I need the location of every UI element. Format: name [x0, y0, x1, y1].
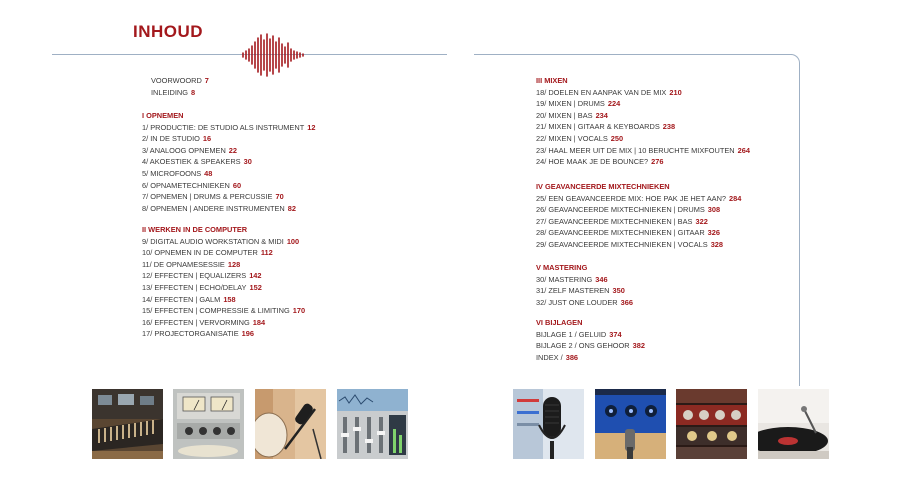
toc-item[interactable]: BIJLAGE 2 / ONS GEHOOR 382 — [536, 341, 645, 351]
toc-item[interactable]: 23/ HAAL MEER UIT DE MIX | 10 BERUCHTE MIXFOUTEN 264 — [536, 145, 750, 155]
toc-item[interactable]: VOORWOORD 7 — [151, 76, 209, 85]
toc-section-bijlagen — [536, 317, 645, 363]
section-heading: III MIXEN — [536, 76, 568, 85]
photo-microphone-drum — [255, 389, 326, 459]
toc-item[interactable]: 21/ MIXEN | GITAAR & KEYBOARDS 238 — [536, 122, 676, 132]
photo-tape-machine — [173, 389, 244, 459]
toc-item[interactable]: 19/ MIXEN | DRUMS 224 — [536, 99, 621, 109]
toc-item[interactable]: 3/ ANALOOG OPNEMEN 22 — [142, 145, 238, 155]
toc-section-opnemen — [142, 110, 315, 214]
section-heading: IV GEAVANCEERDE MIXTECHNIEKEN — [536, 182, 670, 191]
toc-section-mastering — [536, 262, 633, 308]
toc-item[interactable]: 4/ AKOESTIEK & SPEAKERS 30 — [142, 157, 252, 167]
toc-item[interactable]: 15/ EFFECTEN | COMPRESSIE & LIMITING 170 — [142, 306, 306, 316]
toc-item[interactable]: INLEIDING 8 — [151, 87, 196, 97]
section-heading: I OPNEMEN — [142, 111, 184, 120]
toc-item[interactable]: 10/ OPNEMEN IN DE COMPUTER 112 — [142, 248, 273, 258]
toc-item[interactable]: BIJLAGE 1 / GELUID 374 — [536, 329, 622, 339]
toc-item[interactable]: 6/ OPNAMETECHNIEKEN 60 — [142, 180, 242, 190]
right-page-frame — [791, 54, 800, 386]
toc-item[interactable]: 28/ GEAVANCEERDE MIXTECHNIEKEN | GITAAR 326 — [536, 228, 720, 238]
toc-item[interactable]: 31/ ZELF MASTEREN 350 — [536, 286, 625, 296]
photo-daw-screen — [337, 389, 408, 459]
toc-item[interactable]: 1/ PRODUCTIE: DE STUDIO ALS INSTRUMENT 12 — [142, 122, 316, 132]
toc-item[interactable]: 30/ MASTERING 346 — [536, 274, 608, 284]
section-heading: V MASTERING — [536, 263, 588, 272]
toc-item[interactable]: 18/ DOELEN EN AANPAK VAN DE MIX 210 — [536, 87, 682, 97]
photo-condenser-microphone — [513, 389, 584, 459]
toc-item[interactable]: INDEX / 386 — [536, 352, 579, 362]
sound-wave-icon — [240, 32, 310, 78]
toc-section-mixen — [536, 75, 750, 168]
toc-item[interactable]: 27/ GEAVANCEERDE MIXTECHNIEKEN | BAS 322 — [536, 216, 708, 226]
toc-item[interactable]: 20/ MIXEN | BAS 234 — [536, 110, 608, 120]
section-heading: II WERKEN IN DE COMPUTER — [142, 225, 248, 234]
toc-item[interactable]: 16/ EFFECTEN | VERVORMING 184 — [142, 317, 266, 327]
toc-item[interactable]: 26/ GEAVANCEERDE MIXTECHNIEKEN | DRUMS 308 — [536, 205, 721, 215]
toc-item[interactable]: 22/ MIXEN | VOCALS 250 — [536, 133, 624, 143]
toc-item[interactable]: 25/ EEN GEAVANCEERDE MIX: HOE PAK JE HET AAN? 284 — [536, 193, 742, 203]
page-title: INHOUD — [133, 22, 204, 41]
toc-item[interactable]: 2/ IN DE STUDIO 16 — [142, 134, 212, 144]
toc-item[interactable]: 24/ HOE MAAK JE DE BOUNCE? 276 — [536, 157, 664, 167]
toc-item[interactable]: 12/ EFFECTEN | EQUALIZERS 142 — [142, 271, 262, 281]
toc-item[interactable]: 11/ DE OPNAMESESSIE 128 — [142, 259, 241, 269]
toc-item[interactable]: 9/ DIGITAL AUDIO WORKSTATION & MIDI 100 — [142, 236, 300, 246]
toc-item[interactable]: 14/ EFFECTEN | GALM 158 — [142, 294, 236, 304]
toc-intro — [151, 75, 209, 98]
toc-section-computer — [142, 224, 305, 340]
photo-turntable — [758, 389, 829, 459]
toc-item[interactable]: 17/ PROJECTORGANISATIE 196 — [142, 329, 254, 339]
photo-studio-console — [92, 389, 163, 459]
toc-item[interactable]: 32/ JUST ONE LOUDER 366 — [536, 297, 633, 307]
photo-audio-interface — [595, 389, 666, 459]
toc-section-geavanceerd — [536, 181, 741, 251]
toc-item[interactable]: 7/ OPNEMEN | DRUMS & PERCUSSIE 70 — [142, 192, 284, 202]
photo-preamp-rack — [676, 389, 747, 459]
toc-item[interactable]: 5/ MICROFOONS 48 — [142, 168, 213, 178]
toc-item[interactable]: 8/ OPNEMEN | ANDERE INSTRUMENTEN 82 — [142, 203, 297, 213]
section-heading: VI BIJLAGEN — [536, 318, 583, 327]
toc-item[interactable]: 13/ EFFECTEN | ECHO/DELAY 152 — [142, 282, 262, 292]
header-rule-right — [474, 54, 792, 55]
toc-item[interactable]: 29/ GEAVANCEERDE MIXTECHNIEKEN | VOCALS 328 — [536, 239, 724, 249]
